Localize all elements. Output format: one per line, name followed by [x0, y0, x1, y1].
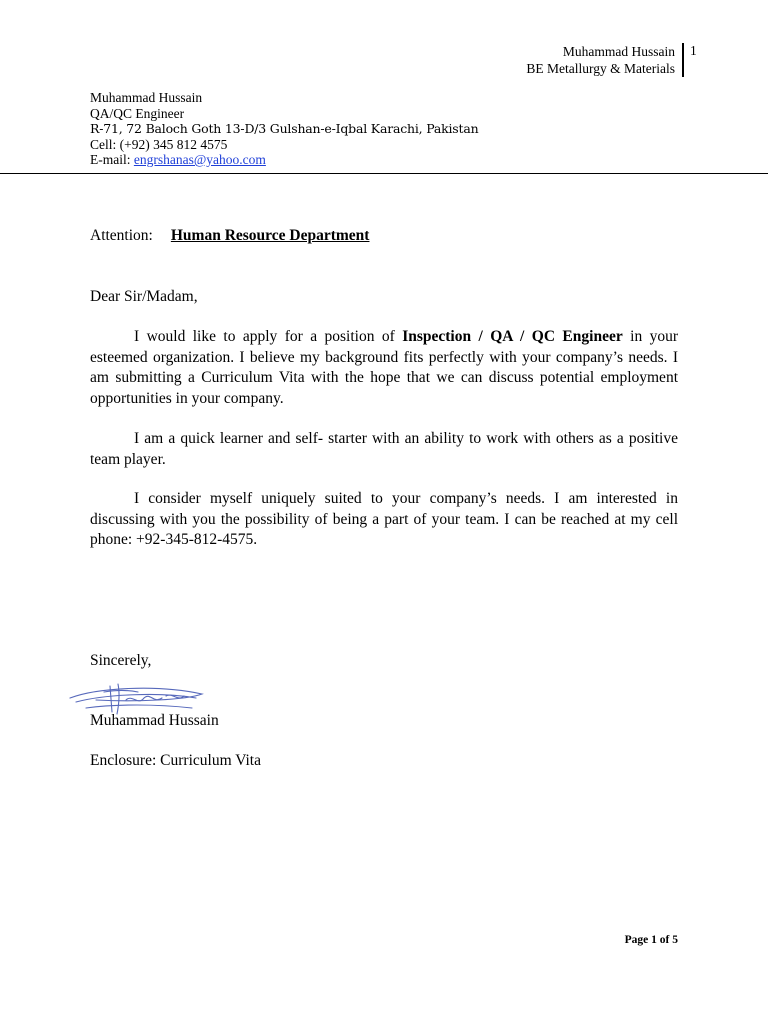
sender-block	[90, 90, 478, 168]
header-name: Muhammad Hussain	[562, 44, 675, 59]
sender-name: Muhammad Hussain	[90, 90, 203, 105]
sender-cell: Cell: (+92) 345 812 4575	[90, 136, 228, 152]
email-link[interactable]: engrshanas@yahoo.com	[133, 152, 266, 167]
salutation: Dear Sir/Madam,	[90, 288, 198, 305]
paragraph-2: I am a quick learner and self- starter with an ability to work with others as a positive team player.	[90, 430, 678, 468]
header-degree: BE Metallurgy & Materials	[526, 61, 675, 76]
attention-department: Human Resource Department	[170, 227, 370, 244]
p1-text-after: in your esteemed organization. I believe my background fits perfectly with your company’s needs. I am submitting a Curriculum Vita with the hope that we can discuss potential employment opportunities in your company.	[90, 328, 679, 407]
email-label: E-mail:	[90, 152, 134, 167]
sender-email-line	[90, 152, 478, 168]
running-header	[526, 43, 684, 77]
sender-title: QA/QC Engineer	[90, 105, 185, 121]
attention-line	[90, 227, 369, 245]
sender-address: R-71, 72 Baloch Goth 13-D/3 Gulshan-e-Iqbal Karachi, Pakistan	[90, 121, 479, 136]
p1-text-before: I would like to apply for a position of	[134, 328, 403, 345]
enclosure-line: Enclosure: Curriculum Vita	[90, 752, 261, 769]
header-divider	[0, 173, 768, 174]
paragraph-1	[90, 327, 678, 409]
p1-position-title: Inspection / QA / QC Engineer	[402, 328, 623, 345]
attention-label: Attention:	[90, 227, 153, 244]
page-footer: Page 1 of 5	[624, 934, 678, 946]
signer-name: Muhammad Hussain	[90, 712, 219, 729]
closing: Sincerely,	[90, 652, 152, 669]
paragraph-3: I consider myself uniquely suited to your company’s needs. I am interested in discussing with you the possibility of being a part of your team. I can be reached at my cell phone: +92-345-812-4575.	[90, 490, 678, 548]
header-page-number: 1	[690, 43, 697, 58]
